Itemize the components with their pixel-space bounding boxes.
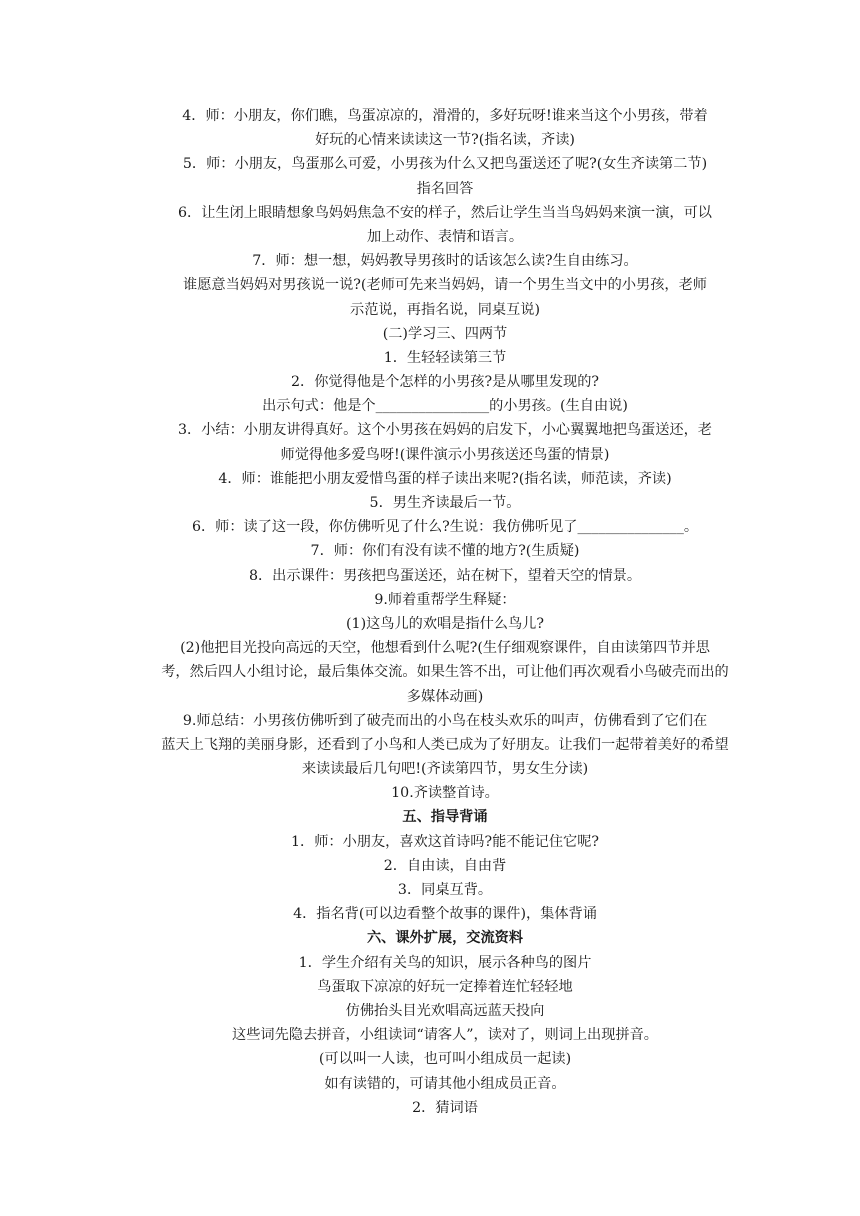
text-line: 4．师：谁能把小朋友爱惜鸟蛋的样子读出来呢?(指名读，师范读，齐读)	[218, 470, 672, 487]
text-line: 仿佛抬头目光欢唱高远蓝天投向	[345, 1002, 545, 1019]
text-line: 师觉得他多爱鸟呀!(课件演示小男孩送还鸟蛋的情景)	[280, 446, 610, 463]
section-heading: 六、课外扩展，交流资料	[366, 930, 524, 947]
text-line: 2．你觉得他是个怎样的小男孩?是从哪里发现的?	[291, 374, 599, 391]
text-line: 出示句式：他是个________________的小男孩。(生自由说)	[262, 398, 628, 415]
text-line: 指名回答	[416, 180, 474, 197]
text-line: 8．出示课件：男孩把鸟蛋送还，站在树下，望着天空的情景。	[248, 567, 642, 584]
text-line: 2．自由读，自由背	[383, 857, 507, 874]
text-line: (可以叫一人读，也可叫小组成员一起读)	[318, 1051, 572, 1068]
text-line: 如有读错的，可请其他小组成员正音。	[324, 1075, 566, 1092]
text-line: 7．师：想一想，妈妈教导男孩时的话该怎么读?生自由练习。	[252, 253, 638, 270]
text-line: 5．师：小朋友，鸟蛋那么可爱，小男孩为什么又把鸟蛋送还了呢?(女生齐读第二节)	[182, 156, 708, 173]
document-body	[158, 104, 732, 1120]
text-line: (二)学习三、四两节	[382, 325, 508, 342]
text-line: 4．师：小朋友，你们瞧，鸟蛋凉凉的，滑滑的，多好玩呀!谁来当这个小男孩，带着	[182, 108, 708, 124]
text-line: 多媒体动画)	[406, 688, 484, 705]
section-heading: 五、指导背诵	[402, 809, 488, 826]
text-line: 6．让生闭上眼睛想象鸟妈妈焦急不安的样子，然后让学生当当鸟妈妈来演一演，可以	[178, 204, 712, 221]
text-line: 来读读最后几句吧!(齐读第四节，男女生分读)	[301, 761, 589, 778]
text-line: 4．指名背(可以边看整个故事的课件)，集体背诵	[293, 906, 597, 923]
text-line: 3．小结：小朋友讲得真好。这个小男孩在妈妈的启发下，小心翼翼地把鸟蛋送还，老	[178, 422, 712, 439]
text-line: (1)这鸟儿的欢唱是指什么鸟儿?	[346, 615, 544, 632]
text-line: 5．男生齐读最后一节。	[369, 495, 521, 511]
text-line: 2．猜词语	[412, 1099, 478, 1116]
text-line: 考，然后四人小组讨论，最后集体交流。如果生答不出，可让他们再次观看小鸟破壳而出的	[161, 664, 729, 681]
text-line: 1．学生介绍有关鸟的知识，展示各种鸟的图片	[298, 954, 592, 971]
text-line: 1．师：小朋友，喜欢这首诗吗?能不能记住它呢?	[291, 833, 599, 850]
text-line: 示范说，再指名说，同桌互说)	[350, 301, 540, 318]
text-line: 7．师：你们有没有读不懂的地方?(生质疑)	[310, 543, 580, 560]
text-line: 3．同桌互背。	[397, 882, 493, 898]
text-line: 加上动作、表情和语言。	[366, 228, 524, 245]
text-line: 1．生轻轻读第三节	[383, 349, 507, 366]
text-line: 6．师：读了这一段，你仿佛听见了什么?生说：我仿佛听见了_______________。	[191, 519, 699, 536]
text-line: 9.师着重帮学生释疑：	[374, 591, 516, 608]
text-line: (2)他把目光投向高远的天空，他想看到什么呢?(生仔细观察课件，自由读第四节并思	[180, 640, 710, 657]
text-line: 蓝天上飞翔的美丽身影，还看到了小鸟和人类已成为了好朋友。让我们一起带着美好的希望	[161, 736, 729, 753]
text-line: 这些词先隐去拼音，小组读词“请客人”，读对了，则词上出现拼音。	[232, 1027, 658, 1044]
text-line: 好玩的心情来读读这一节?(指名读，齐读)	[315, 132, 575, 149]
text-line: 鸟蛋取下凉凉的好玩一定捧着连忙轻轻地	[317, 978, 573, 995]
text-line: 9.师总结：小男孩仿佛听到了破壳而出的小鸟在枝头欢乐的叫声，仿佛看到了它们在	[182, 712, 708, 729]
text-line: 10.齐读整首诗。	[391, 785, 499, 802]
text-line: 谁愿意当妈妈对男孩说一说?(老师可先来当妈妈，请一个男生当文中的小男孩，老师	[183, 277, 707, 294]
